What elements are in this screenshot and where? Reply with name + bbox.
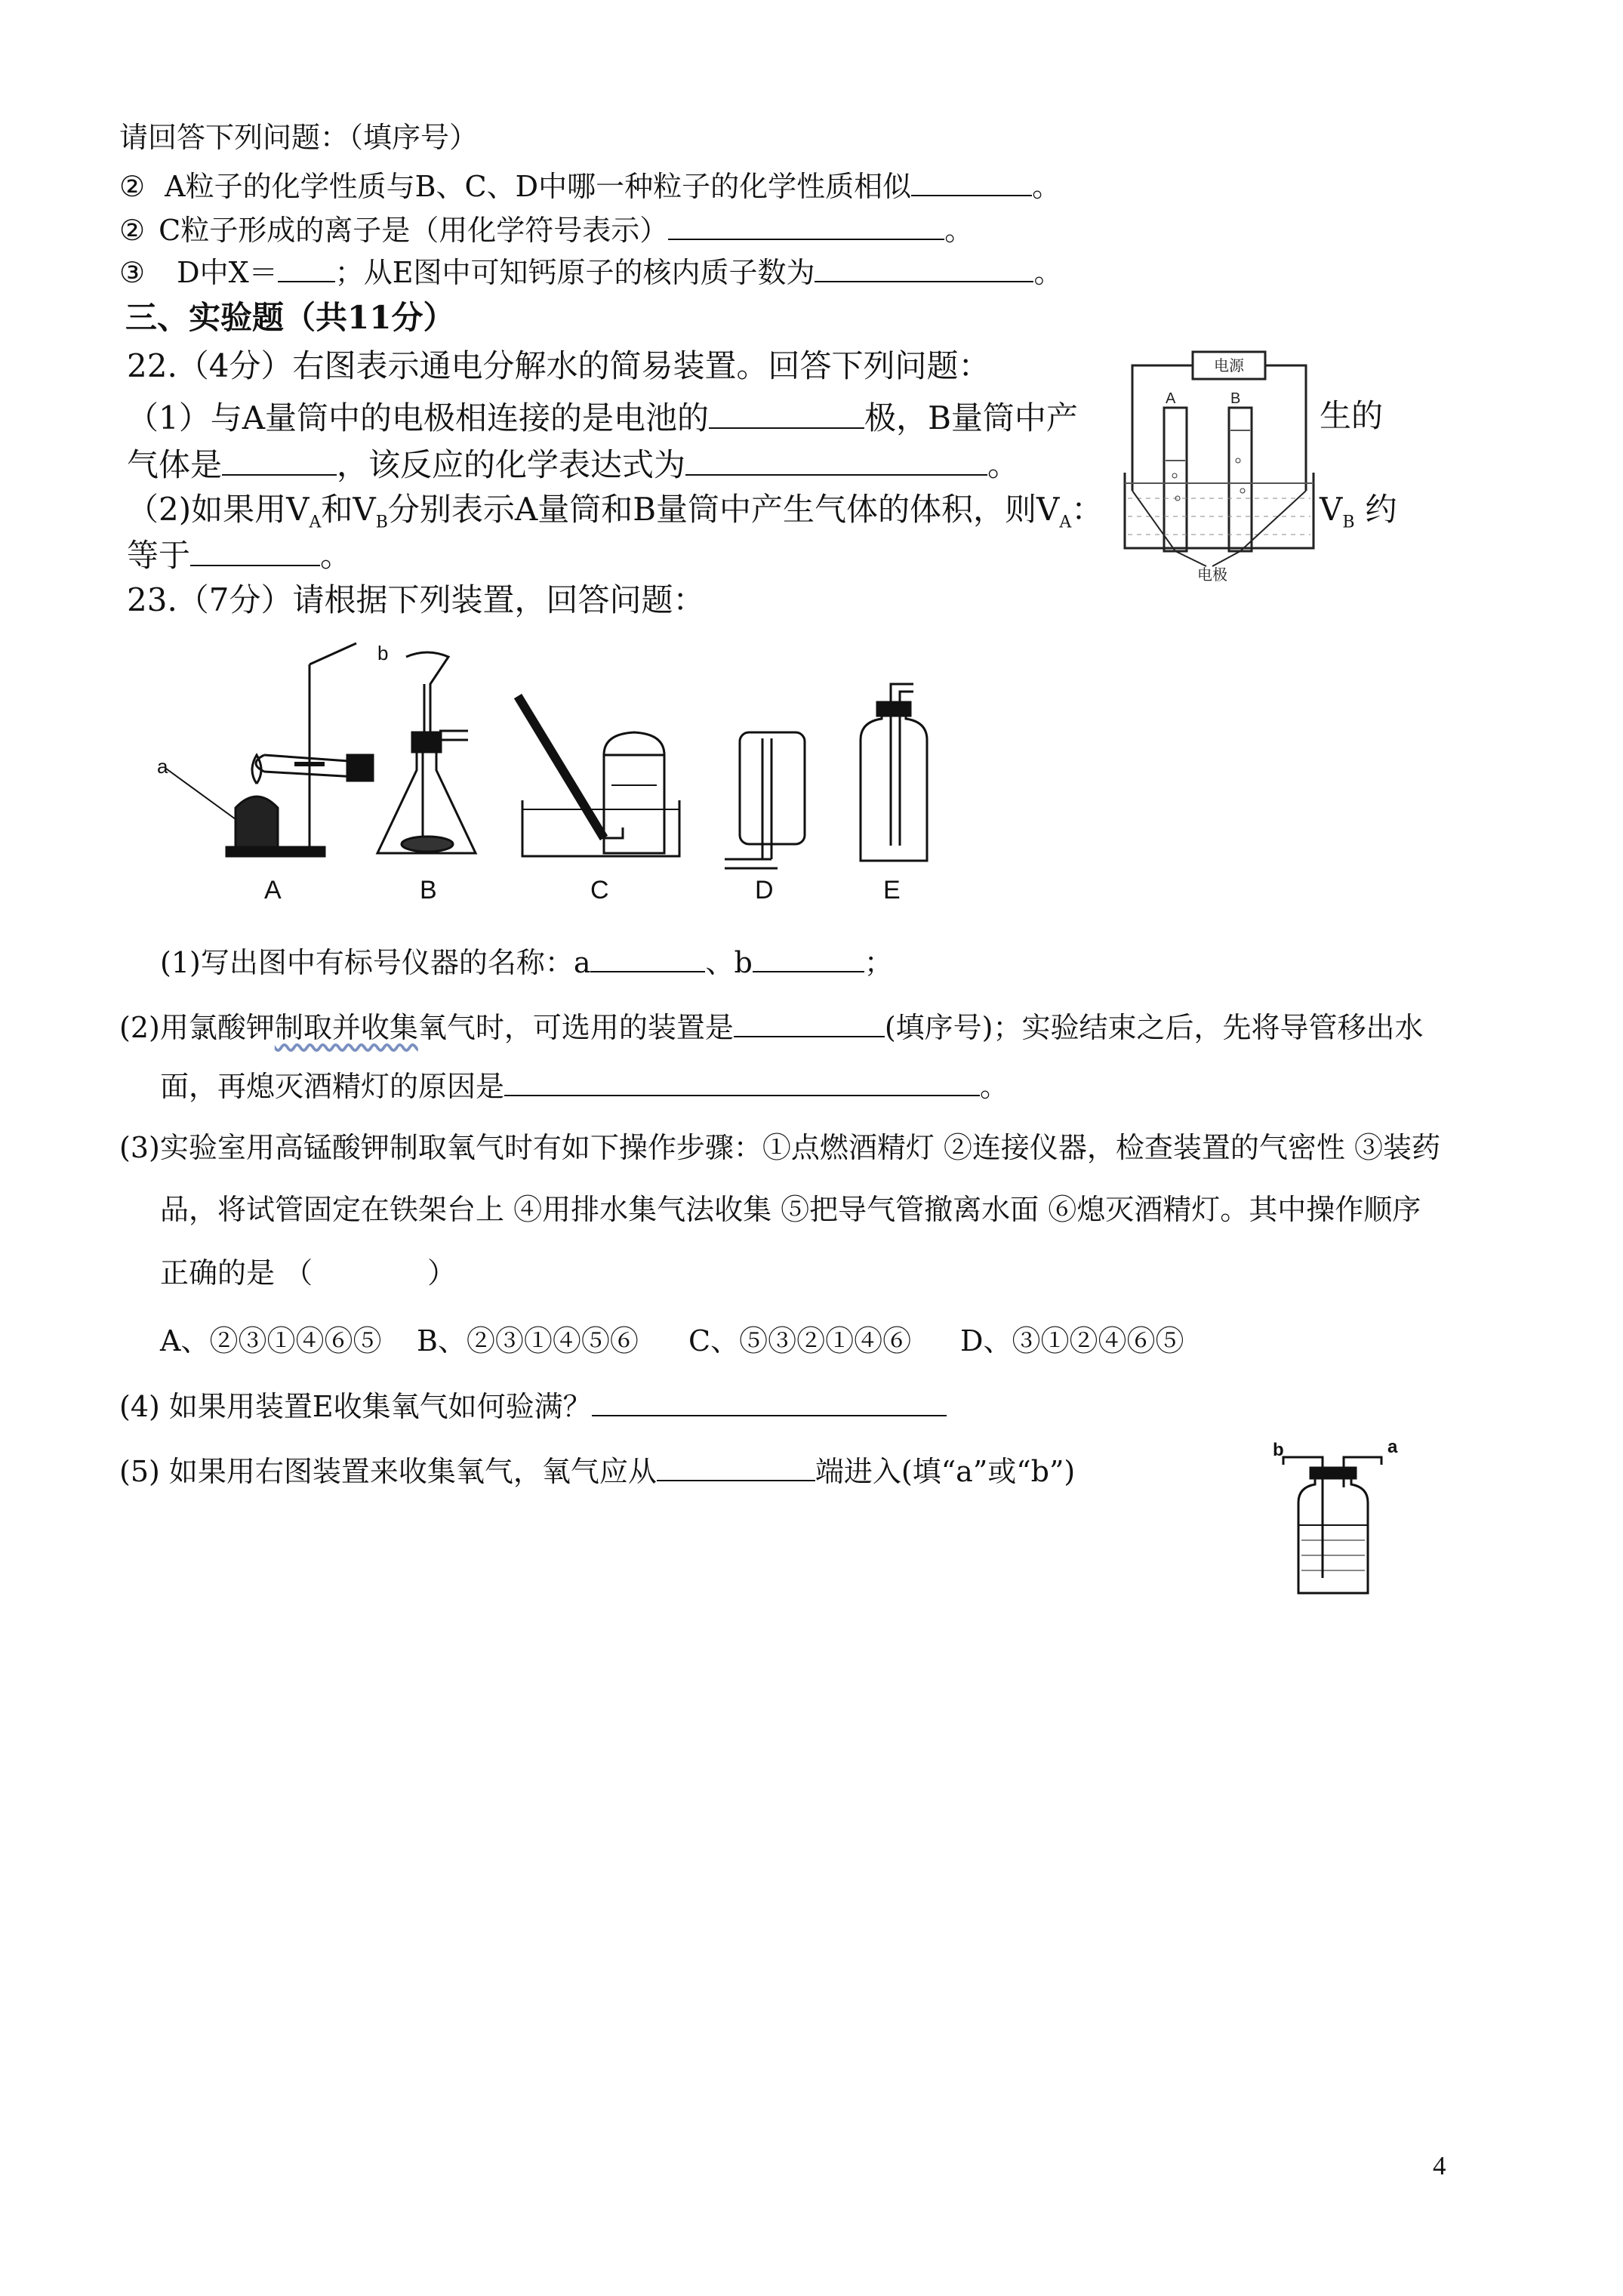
q23-option-d[interactable]: D、③①②④⑥⑤ [960,1324,1184,1358]
label-apparatus-c: C [590,876,609,905]
q22-p3-d: ： [1071,491,1104,528]
q23-s2-text-2: 氧气时，可选用的装置是 [417,1011,734,1045]
q22-p3-b: 和V [321,491,376,528]
q22-p3-sub-b: B [375,513,388,532]
q23-sub3-line1: (3)实验室用高锰酸钾制取氧气时有如下操作步骤：①点燃酒精灯 ②连接仪器，检查装置的气密性 ③装药 [119,1131,1440,1164]
q21-item-1-num: ② [119,170,146,204]
q21-item-3-end: 。 [1033,256,1063,290]
apparatus-c [518,696,679,856]
q22-blank-equation[interactable] [685,444,987,476]
q22-p3-sub-a: A [309,513,322,532]
q23-s2-text: (2)用氯酸钾 [119,1011,275,1045]
q21-item-2-end: 。 [944,214,974,248]
q23-blank-b[interactable] [753,944,864,972]
q23-sub4 [119,1388,947,1425]
q23-sub5 [119,1453,1075,1490]
q22-p2-end: 。 [987,445,1020,483]
tube-b-label: B [1230,390,1241,407]
tube-a-label: A [1166,390,1176,407]
q22-line-1 [127,397,1078,437]
q23-s2-end: 。 [980,1070,1009,1104]
q23-sub2-line1 [119,1009,1424,1046]
apparatus-b [377,652,476,853]
q22-line-2 [127,444,1019,484]
q22-p1-text: （1）与A量筒中的电极相连接的是电池的 [127,399,710,436]
q21-item-2 [119,211,973,248]
q23-s1-text: (1)写出图中有标号仪器的名称：a [160,946,591,980]
tube-b [1229,408,1252,551]
q22-p3-sub-c: A [1059,513,1072,532]
q21-item-3-num: ③ [119,256,146,290]
power-label: 电源 [1214,358,1244,374]
q22-blank-pole[interactable] [709,397,864,429]
label-apparatus-e: E [883,876,901,905]
q23-s4-text: (4) 如果用装置E收集氧气如何验满？ [119,1390,592,1424]
q21-item-1-end: 。 [1032,170,1061,204]
q22-line-3-tail [1320,491,1397,533]
q21-item-1 [119,168,1061,205]
q21-item-3-text: D中X＝ [177,256,278,290]
q21-item-3-mid: ；从E图中可知钙原子的核内质子数为 [334,256,815,290]
q22-p3-c: 分别表示A量筒和B量筒中产生气体的体积，则V [387,491,1060,528]
label-apparatus-a: A [264,876,282,905]
q22-p2-text-2: ，该反应的化学表达式为 [337,445,686,483]
q22-p3-sub-e: B [1342,513,1355,532]
q23-sub3-line3: 正确的是 （ ） [160,1256,457,1290]
page-number: 4 [1433,2151,1446,2180]
q21-item-1-blank[interactable] [911,168,1032,196]
q21-item-3 [119,254,1062,291]
q23-stem: 23.（7分）请根据下列装置，回答问题： [127,581,705,618]
q23-blank-verify[interactable] [592,1388,947,1416]
electrolysis-figure [1117,347,1321,584]
q23-option-b[interactable]: B、②③①④⑤⑥ [417,1324,639,1358]
label-apparatus-b: B [420,876,437,905]
intro-line: 请回答下列问题：（填序号） [119,121,479,154]
q22-line-1-tail: 生的 [1320,397,1384,434]
apparatus-figure [151,642,951,906]
apparatus-e [861,684,927,861]
q23-blank-end[interactable] [657,1453,815,1481]
label-instrument-a: a [157,755,168,778]
q21-item-2-text: C粒子形成的离子是（用化学符号表示） [159,214,669,248]
q23-s2-emphasis: 制取并收集 [274,1011,418,1045]
q23-s5-text-2: 端进入(填“a”或“b”) [815,1455,1076,1489]
q23-sub1 [160,944,893,981]
section-3-heading: 三、实验题（共11分） [125,299,455,336]
q23-sub3-line2: 品，将试管固定在铁架台上 ④用排水集气法收集 ⑤把导气管撤离水面 ⑥熄灭酒精灯。其中操作顺序 [160,1193,1421,1226]
q23-option-c[interactable]: C、⑤③②①④⑥ [688,1324,912,1358]
gas-bottle-figure [1268,1437,1404,1601]
q21-item-3-blank-proton[interactable] [815,254,1033,282]
q22-p1-text-2: 极，B量筒中产 [864,399,1078,436]
q23-s2-text-3: (填序号)；实验结束之后，先将导管移出水 [884,1011,1424,1045]
q22-line-4 [127,535,352,575]
q23-blank-apparatus[interactable] [734,1009,885,1037]
q21-item-2-num: ② [119,214,146,248]
q21-item-2-blank[interactable] [668,211,944,240]
q22-p3-a: （2)如果用V [127,491,310,528]
q22-stem: 22.（4分）右图表示通电分解水的简易装置。回答下列问题： [127,347,990,384]
label-instrument-b: b [377,642,389,664]
q22-p3-f: 约 [1365,491,1397,528]
q23-s1-text-2: 、b [705,946,753,980]
q21-item-1-text: A粒子的化学性质与B、C、D中哪一种粒子的化学性质相似 [165,170,912,204]
q22-p3-e: V [1320,491,1343,528]
q22-line-3 [127,491,1103,533]
q22-p2-text: 气体是 [127,445,223,483]
label-apparatus-d: D [755,876,774,905]
q22-p4-text: 等于 [127,536,191,574]
q23-s5-text: (5) 如果用右图装置来收集氧气，氧气应从 [119,1455,657,1489]
bottle-label-b: b [1273,1440,1284,1460]
q23-blank-a[interactable] [590,944,705,972]
electrode-label: 电极 [1197,567,1227,584]
q23-sub2-line2 [160,1068,1009,1105]
q22-p4-end: 。 [320,536,353,574]
tube-a [1164,408,1187,551]
q23-blank-reason[interactable] [504,1068,980,1096]
q22-blank-ratio[interactable] [190,535,320,566]
q23-s2-text-4: 面，再熄灭酒精灯的原因是 [160,1070,505,1104]
apparatus-d [725,732,805,868]
apparatus-a [166,643,373,856]
q23-option-a[interactable]: A、②③①④⑥⑤ [160,1324,382,1358]
q22-blank-gas[interactable] [222,444,337,476]
q21-item-3-blank-x[interactable] [278,254,335,282]
bottle-label-a: a [1387,1437,1398,1457]
q23-s1-end: ； [864,946,893,980]
